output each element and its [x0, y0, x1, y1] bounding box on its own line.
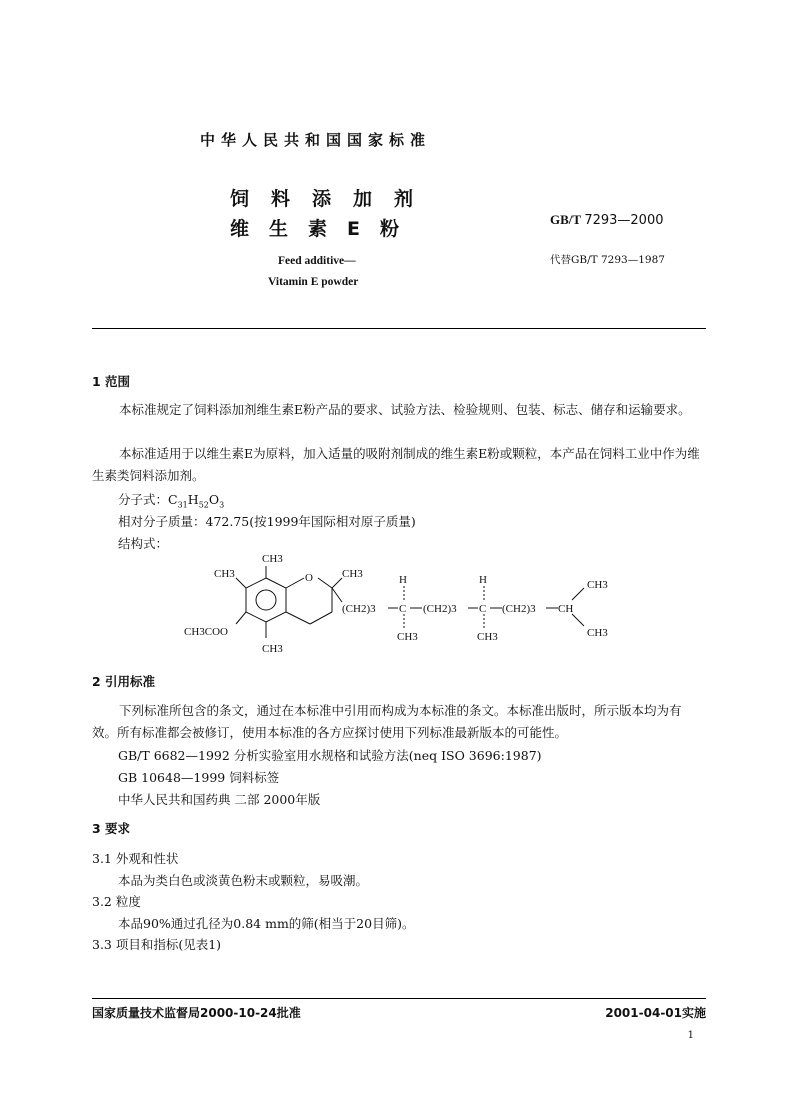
label-h2: H: [479, 574, 487, 586]
formula-c: C: [168, 492, 178, 507]
benzene-ring: [246, 578, 286, 622]
section1-heading: 1 范围: [92, 374, 131, 389]
label-ch3-end-top: CH3: [587, 579, 608, 591]
section2-para1: 下列标准所包含的条文，通过在本标准中引用而构成为本标准的条文。本标准出版时，所示版本均为有效。所有标准都会被修订，使用本标准的各方应探讨使用下列标准最新版本的可能性。: [92, 703, 682, 740]
standard-code-number: 7293—2000: [584, 213, 664, 228]
formula-o-count: 3: [219, 500, 225, 510]
label-ch-end: CH: [558, 603, 574, 615]
replaces-standard: 代替GB/T 7293—1987: [550, 254, 665, 266]
molecular-mass: 相对分子质量：472.75(按1999年国际相对原子质量): [118, 514, 416, 529]
formula-c-count: 31: [177, 500, 188, 510]
standard-name: 中华人民共和国国家标准: [200, 131, 432, 149]
effective-date: 2001-04-01实施: [605, 1006, 706, 1020]
label-h1: H: [399, 574, 407, 586]
label-chain2: (CH2)3: [423, 603, 457, 615]
ref-item-2: GB 10648—1999 饲料标签: [118, 770, 280, 785]
label-c2: C: [479, 603, 487, 615]
label-ch3-c1: CH3: [397, 631, 418, 643]
title-cn-line2: 维生素E粉: [230, 218, 419, 240]
formula-h-count: 52: [198, 500, 209, 510]
label-chain1: (CH2)3: [342, 603, 376, 615]
label-ch3-top: CH3: [262, 553, 283, 565]
aromatic-circle: [256, 590, 276, 610]
section3-heading: 3 要求: [92, 821, 131, 836]
label-ch3-bottom: CH3: [262, 643, 283, 655]
section31-text: 本品为类白色或淡黄色粉末或颗粒，易吸潮。: [118, 873, 369, 888]
page-number: 1: [687, 1030, 694, 1041]
section1-para2: 本标准适用于以维生素E为原料，加入适量的吸附剂制成的维生素E粉或颗粒，本产品在饲料工业中作为维生素类饲料添加剂。: [92, 446, 700, 483]
label-acetate: CH3COO: [184, 626, 229, 638]
label-ch3-ring: CH3: [342, 568, 363, 580]
label-ch3-end-bottom: CH3: [587, 627, 608, 639]
label-ch3-left: CH3: [214, 568, 235, 580]
formula-o: O: [208, 492, 220, 507]
ref-item-1: GB/T 6682—1992 分析实验室用水规格和试验方法(neq ISO 3696:1987): [118, 748, 542, 763]
label-chain3: (CH2)3: [502, 603, 536, 615]
structure-label: 结构式：: [118, 536, 169, 551]
title-en-line1: Feed additive—: [278, 255, 356, 267]
approval-date: 国家质量技术监督局2000-10-24批准: [92, 1006, 301, 1020]
standard-code-prefix: GB/T: [550, 212, 582, 227]
title-cn-line1: 饲料添加剂: [230, 188, 436, 210]
label-c1: C: [399, 603, 407, 615]
ref-item-3: 中华人民共和国药典 二部 2000年版: [118, 792, 321, 807]
label-o-ring: O: [305, 572, 313, 584]
formula-label: 分子式：: [118, 492, 169, 507]
section32-text: 本品90%通过孔径为0.84 mm的筛(相当于20目筛)。: [118, 916, 415, 931]
section32-heading: 3.2 粒度: [92, 894, 141, 909]
section31-heading: 3.1 外观和性状: [92, 851, 179, 866]
section1-para1: 本标准规定了饲料添加剂维生素E粉产品的要求、试验方法、检验规则、包装、标志、储存和运输要求。: [119, 402, 691, 417]
section2-heading: 2 引用标准: [92, 674, 156, 689]
footer-divider: [92, 998, 706, 999]
formula-h: H: [187, 492, 199, 507]
title-en-line2: Vitamin E powder: [268, 276, 359, 288]
section33-heading: 3.3 项目和指标(见表1): [92, 937, 222, 952]
label-ch3-c2: CH3: [477, 631, 498, 643]
